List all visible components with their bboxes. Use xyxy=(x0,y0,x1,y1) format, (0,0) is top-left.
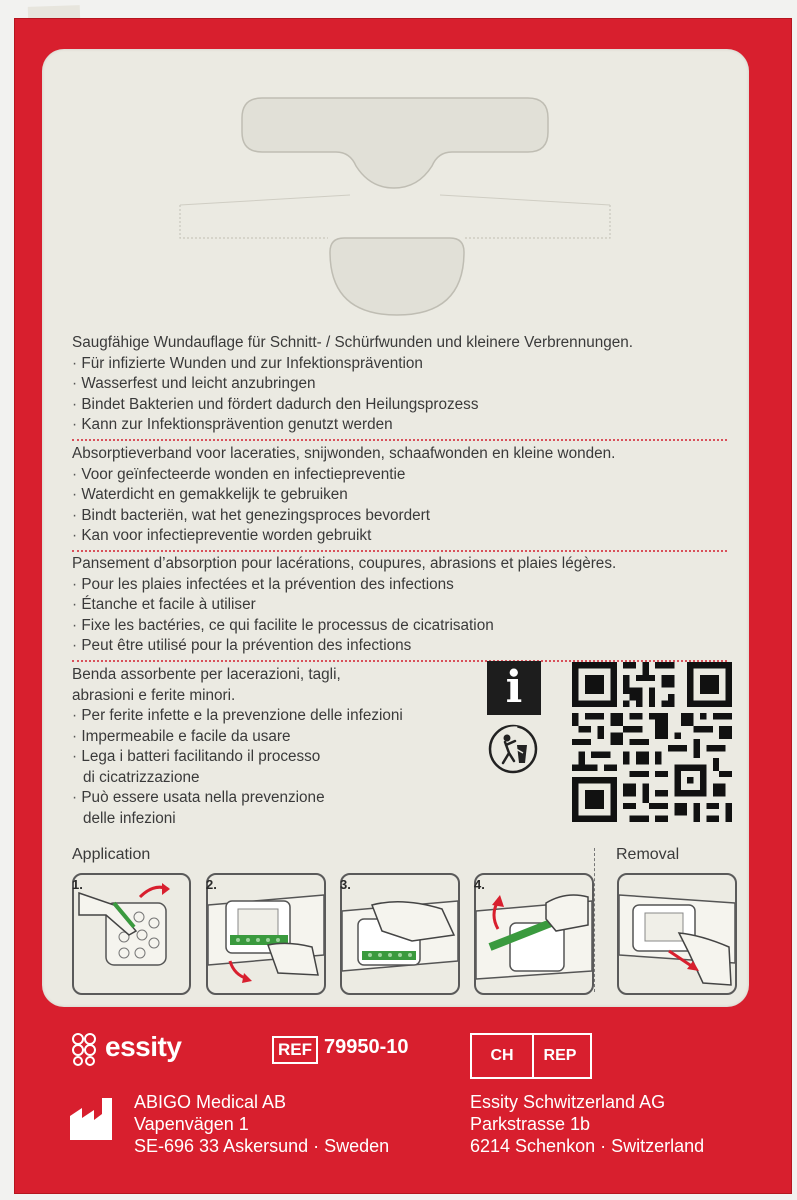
address-line: Parkstrasse 1b xyxy=(470,1114,591,1134)
info-icon: i xyxy=(487,661,541,715)
instruction-step-2 xyxy=(206,873,326,995)
address-line: ABIGO Medical AB xyxy=(134,1092,287,1112)
italian-bullet-continuation: delle infezioni xyxy=(83,809,176,827)
dutch-intro: Absorptieverband voor laceraties, snijwonden, schaafwonden en kleine wonden. xyxy=(72,445,616,462)
german-intro: Saugfähige Wundauflage für Schnitt- / Schürfwunden und kleinere Verbrennungen. xyxy=(72,334,633,351)
removal-step xyxy=(617,873,737,995)
italian-bullet-continuation: di cicatrizzazione xyxy=(83,768,200,786)
italian-intro: abrasioni e ferite minori. xyxy=(72,686,236,704)
essity-logo-icon xyxy=(70,1032,100,1066)
instruction-step-1 xyxy=(72,873,191,995)
hand-peel-illustration xyxy=(74,875,189,993)
ref-number: 79950-10 xyxy=(324,1036,409,1058)
step-number: 2. xyxy=(206,877,217,892)
italian-bullet: · Impermeabile e facile da usare xyxy=(72,727,472,748)
german-bullet: · Bindet Bakterien und fördert dadurch den Heilungsprozess xyxy=(72,395,732,416)
dutch-bullet: · Voor geïnfecteerde wonden en infectiepreventie xyxy=(72,465,732,486)
representative-address xyxy=(470,1091,704,1157)
step-number: 3. xyxy=(340,877,351,892)
press-plaster-illustration xyxy=(342,875,458,993)
italian-bullet: · Può essere usata nella prevenzione xyxy=(72,788,472,809)
address-line: 6214 Schenkon · Switzerland xyxy=(470,1136,705,1156)
ch-symbol: CH xyxy=(470,1033,534,1079)
dutch-section xyxy=(72,444,732,547)
removal-label: Removal xyxy=(616,846,680,863)
address-line: SE-696 33 Askersund · Sweden xyxy=(134,1136,390,1156)
remove-plaster-illustration xyxy=(619,875,735,993)
address-line: Vapenvägen 1 xyxy=(134,1114,249,1134)
french-bullet: · Pour les plaies infectées et la prévention des infections xyxy=(72,575,732,596)
divider xyxy=(594,848,595,992)
application-label: Application xyxy=(72,846,151,863)
manufacturer-icon xyxy=(70,1098,114,1140)
german-bullet: · Kann zur Infektionsprävention genutzt werden xyxy=(72,415,732,436)
german-bullet: · Wasserfest und leicht anzubringen xyxy=(72,374,732,395)
hanger-die-cut xyxy=(0,0,797,340)
manufacturer-address xyxy=(134,1091,389,1157)
apply-plaster-illustration xyxy=(208,875,324,993)
italian-intro: Benda assorbente per lacerazioni, tagli, xyxy=(72,666,341,683)
french-bullet: · Fixe les bactéries, ce qui facilite le processus de cicatrisation xyxy=(72,616,732,637)
recycle-icon xyxy=(487,723,539,775)
german-section xyxy=(72,333,732,436)
instruction-step-4 xyxy=(474,873,594,995)
french-intro: Pansement d’absorption pour lacérations, coupures, abrasions et plaies légères. xyxy=(72,555,617,572)
ref-symbol: REF xyxy=(272,1036,318,1064)
french-bullet: · Étanche et facile à utiliser xyxy=(72,595,732,616)
dutch-bullet: · Waterdicht en gemakkelijk te gebruiken xyxy=(72,485,732,506)
french-bullet: · Peut être utilisé pour la prévention des infections xyxy=(72,636,732,657)
step-number: 1. xyxy=(72,877,83,892)
italian-section xyxy=(72,665,472,829)
step-number: 4. xyxy=(474,877,485,892)
rep-symbol: REP xyxy=(530,1033,592,1079)
address-line: Essity Schwitzerland AG xyxy=(470,1092,666,1112)
german-bullet: · Für infizierte Wunden und zur Infektionsprävention xyxy=(72,354,732,375)
brand-name: essity xyxy=(105,1031,182,1062)
separator xyxy=(72,550,727,552)
instruction-step-3 xyxy=(340,873,460,995)
dutch-bullet: · Kan voor infectiepreventie worden gebruikt xyxy=(72,526,732,547)
italian-bullet: · Lega i batteri facilitando il processo xyxy=(72,747,472,768)
separator xyxy=(72,439,727,441)
peel-strip-illustration xyxy=(476,875,592,993)
dutch-bullet: · Bindt bacteriën, wat het genezingsproces bevordert xyxy=(72,506,732,527)
italian-bullet: · Per ferite infette e la prevenzione delle infezioni xyxy=(72,706,472,727)
qr-code-icon xyxy=(572,662,732,822)
french-section xyxy=(72,554,732,657)
